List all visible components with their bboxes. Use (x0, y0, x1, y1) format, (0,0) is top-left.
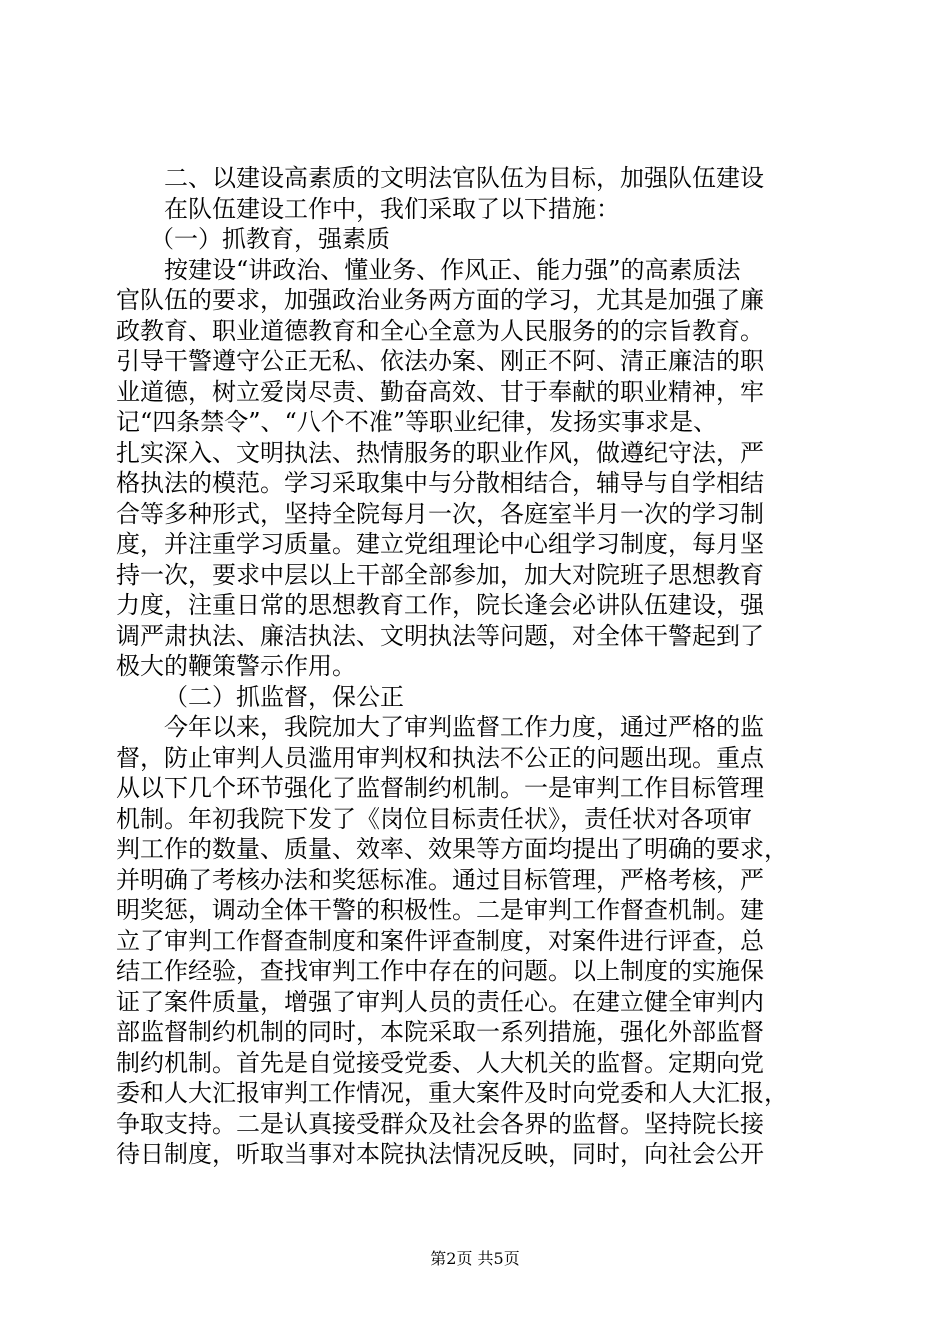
paragraph-line: 立了审判工作督查制度和案件评查制度，对案件进行评查，总 (116, 926, 764, 955)
paragraph-line: 力度，注重日常的思想教育工作，院长逢会必讲队伍建设，强 (116, 591, 764, 619)
paragraph-line: 记“四条禁令”、“八个不准”等职业纪律，发扬实事求是、 (116, 408, 718, 436)
intro-line: 在队伍建设工作中，我们采取了以下措施： (164, 194, 620, 223)
paragraph-line: 极大的鞭策警示作用。 (116, 652, 356, 680)
paragraph-line: 并明确了考核办法和奖惩标准。通过目标管理，严格考核，严 (116, 865, 764, 894)
paragraph-line: 机制。年初我院下发了《岗位目标责任状》，责任状对各项审 (116, 804, 752, 833)
paragraph-line: 明奖惩，调动全体干警的积极性。二是审判工作督查机制。建 (116, 896, 764, 924)
paragraph-line: 结工作经验，查找审判工作中存在的问题。以上制度的实施保 (116, 957, 764, 985)
subsection-heading-2: （二）抓监督，保公正 (164, 682, 404, 711)
paragraph-line: 业道德，树立爱岗尽责、勤奋高效、甘于奉献的职业精神，牢 (116, 377, 764, 406)
paragraph-line: 从以下几个环节强化了监督制约机制。一是审判工作目标管理 (116, 774, 764, 802)
paragraph-line: 制约机制。首先是自觉接受党委、人大机关的监督。定期向党 (116, 1048, 764, 1077)
paragraph-line: 政教育、职业道德教育和全心全意为人民服务的的宗旨教育。 (116, 316, 764, 345)
paragraph-line: 证了案件质量，增强了审判人员的责任心。在建立健全审判内 (116, 987, 764, 1016)
paragraph-line: 度，并注重学习质量。建立党组理论中心组学习制度，每月坚 (116, 530, 764, 558)
subsection-heading-1: （一）抓教育，强素质 (150, 225, 390, 253)
paragraph-line: 官队伍的要求，加强政治业务两方面的学习，尤其是加强了廉 (116, 286, 764, 314)
document-body (116, 163, 836, 1170)
paragraph-line: 督，防止审判人员滥用审判权和执法不公正的问题出现。重点 (116, 743, 764, 772)
section-heading: 二、以建设高素质的文明法官队伍为目标，加强队伍建设 (164, 164, 764, 192)
paragraph-line: 扎实深入、文明执法、热情服务的职业作风，做遵纪守法，严 (116, 438, 764, 467)
paragraph-line: 争取支持。二是认真接受群众及社会各界的监督。坚持院长接 (116, 1109, 764, 1138)
paragraph-line: 合等多种形式，坚持全院每月一次，各庭室半月一次的学习制 (116, 499, 764, 528)
page-number-footer: 第2页 共5页 (430, 1249, 520, 1268)
paragraph-line: 委和人大汇报审判工作情况，重大案件及时向党委和人大汇报， (116, 1079, 788, 1107)
paragraph-line: 部监督制约机制的同时，本院采取一系列措施，强化外部监督 (116, 1018, 764, 1046)
paragraph-line: 今年以来，我院加大了审判监督工作力度，通过严格的监 (164, 713, 764, 741)
paragraph-line: 调严肃执法、廉洁执法、文明执法等问题，对全体干警起到了 (116, 621, 764, 650)
paragraph-line: 待日制度，听取当事对本院执法情况反映，同时，向社会公开 (116, 1140, 764, 1168)
paragraph-line: 按建设“讲政治、懂业务、作风正、能力强”的高素质法 (164, 255, 741, 284)
paragraph-line: 格执法的模范。学习采取集中与分散相结合，辅导与自学相结 (116, 469, 764, 497)
paragraph-line: 持一次，要求中层以上干部全部参加，加大对院班子思想教育 (116, 560, 764, 589)
paragraph-line: 引导干警遵守公正无私、依法办案、刚正不阿、清正廉洁的职 (116, 347, 764, 375)
paragraph-line: 判工作的数量、质量、效率、效果等方面均提出了明确的要求， (116, 835, 788, 863)
